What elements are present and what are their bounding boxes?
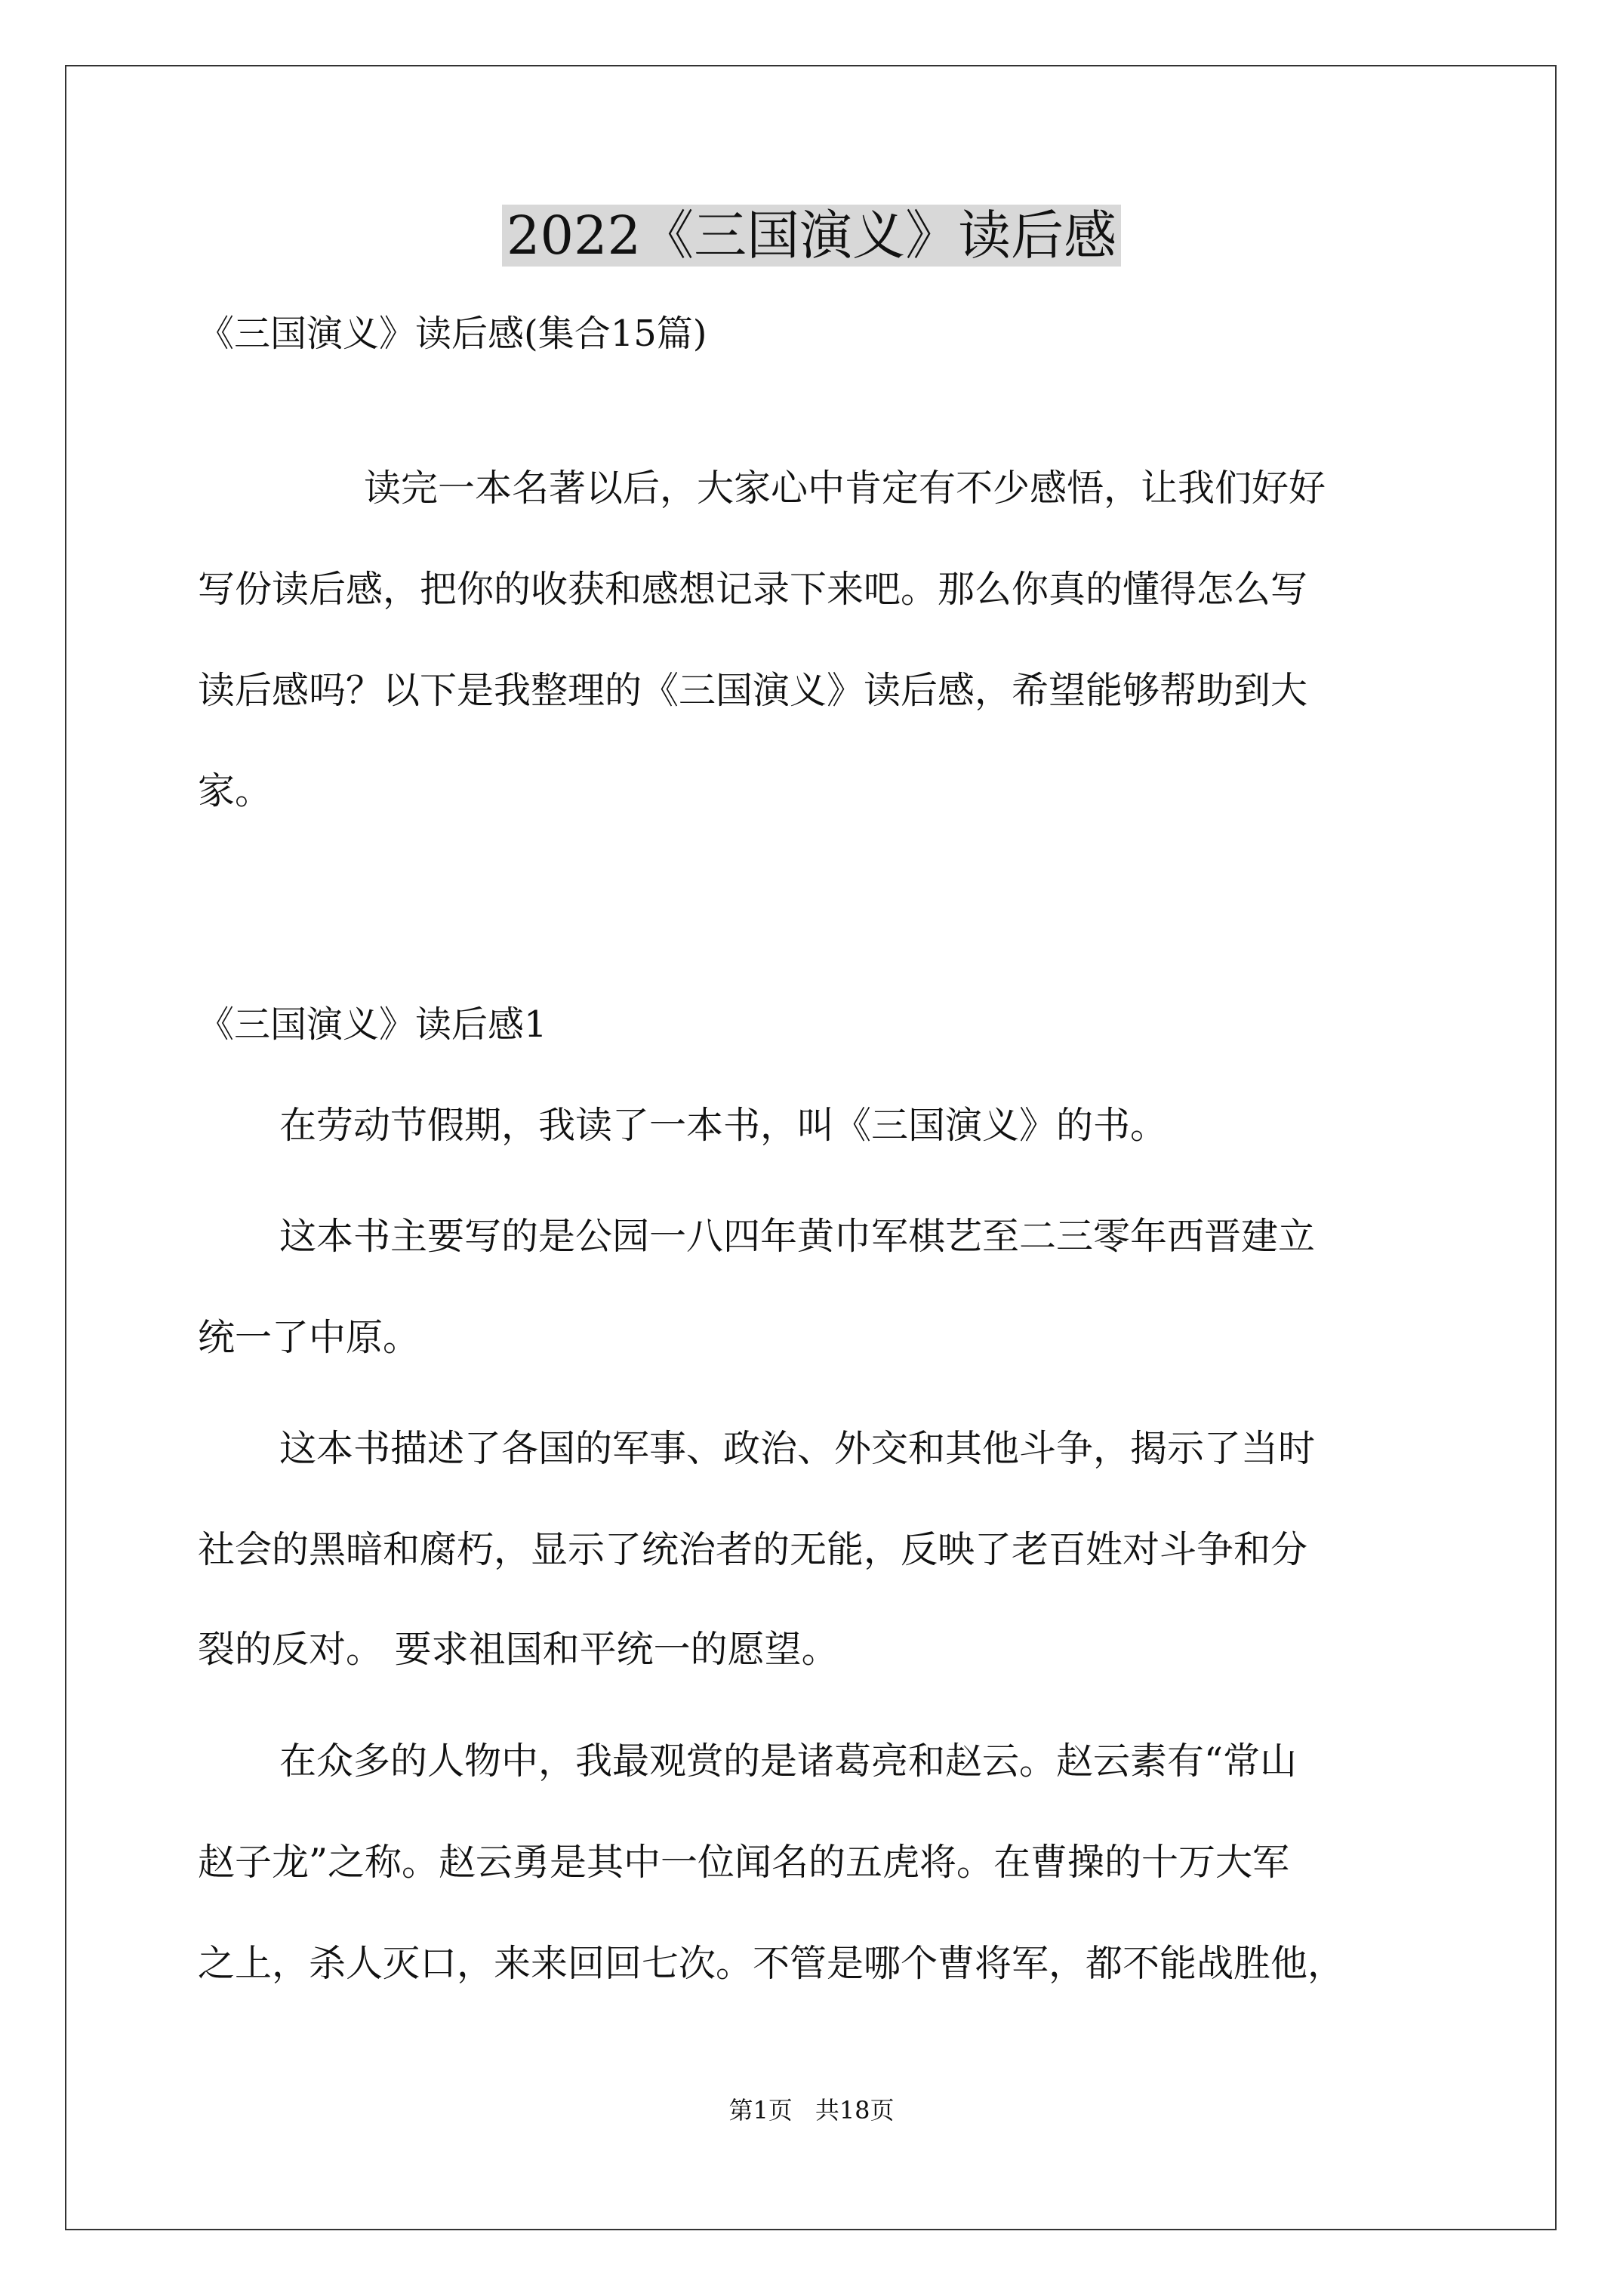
paragraph-line-1: 在劳动节假期，我读了一本书，叫《三国演义》的书。 bbox=[279, 1104, 1168, 1147]
intro-line-3: 读后感吗？以下是我整理的《三国演义》读后感，希望能够帮助到大 bbox=[198, 669, 1308, 712]
paragraph-line-5: 社会的黑暗和腐朽，显示了统治者的无能，反映了老百姓对斗争和分 bbox=[198, 1528, 1308, 1571]
paragraph-line-8: 赵子龙”之称。赵云勇是其中一位闻名的五虎将。在曹操的十万大军 bbox=[198, 1841, 1290, 1884]
document-title bbox=[0, 198, 1623, 273]
intro-line-2: 写份读后感，把你的收获和感想记录下来吧。那么你真的懂得怎么写 bbox=[198, 568, 1308, 611]
paragraph-line-4: 这本书描述了各国的军事、政治、外交和其他斗争，揭示了当时 bbox=[279, 1427, 1316, 1470]
paragraph-line-7: 在众多的人物中，我最观赏的是诸葛亮和赵云。赵云素有“常山 bbox=[279, 1740, 1298, 1783]
paragraph-line-2: 这本书主要写的是公园一八四年黄巾军棋艺至二三零年西晋建立 bbox=[279, 1215, 1316, 1258]
section-heading: 《三国演义》读后感1 bbox=[198, 1003, 547, 1046]
paragraph-line-9: 之上，杀人灭口，来来回回七次。不管是哪个曹将军，都不能战胜他， bbox=[198, 1942, 1345, 1985]
page-total: 共18页 bbox=[815, 2096, 895, 2125]
page-footer bbox=[0, 2091, 1623, 2129]
paragraph-line-6: 裂的反对。 要求祖国和平统一的愿望。 bbox=[198, 1628, 839, 1671]
paragraph-line-3: 统一了中原。 bbox=[198, 1316, 420, 1359]
page-number: 第1页 bbox=[728, 2096, 793, 2125]
intro-line-4: 家。 bbox=[198, 769, 273, 812]
document-title-text: 2022《三国演义》读后感 bbox=[502, 205, 1121, 267]
intro-line-1: 读完一本名著以后，大家心中肯定有不少感悟，让我们好好 bbox=[364, 467, 1326, 510]
document-subtitle: 《三国演义》读后感(集合15篇) bbox=[198, 313, 707, 355]
